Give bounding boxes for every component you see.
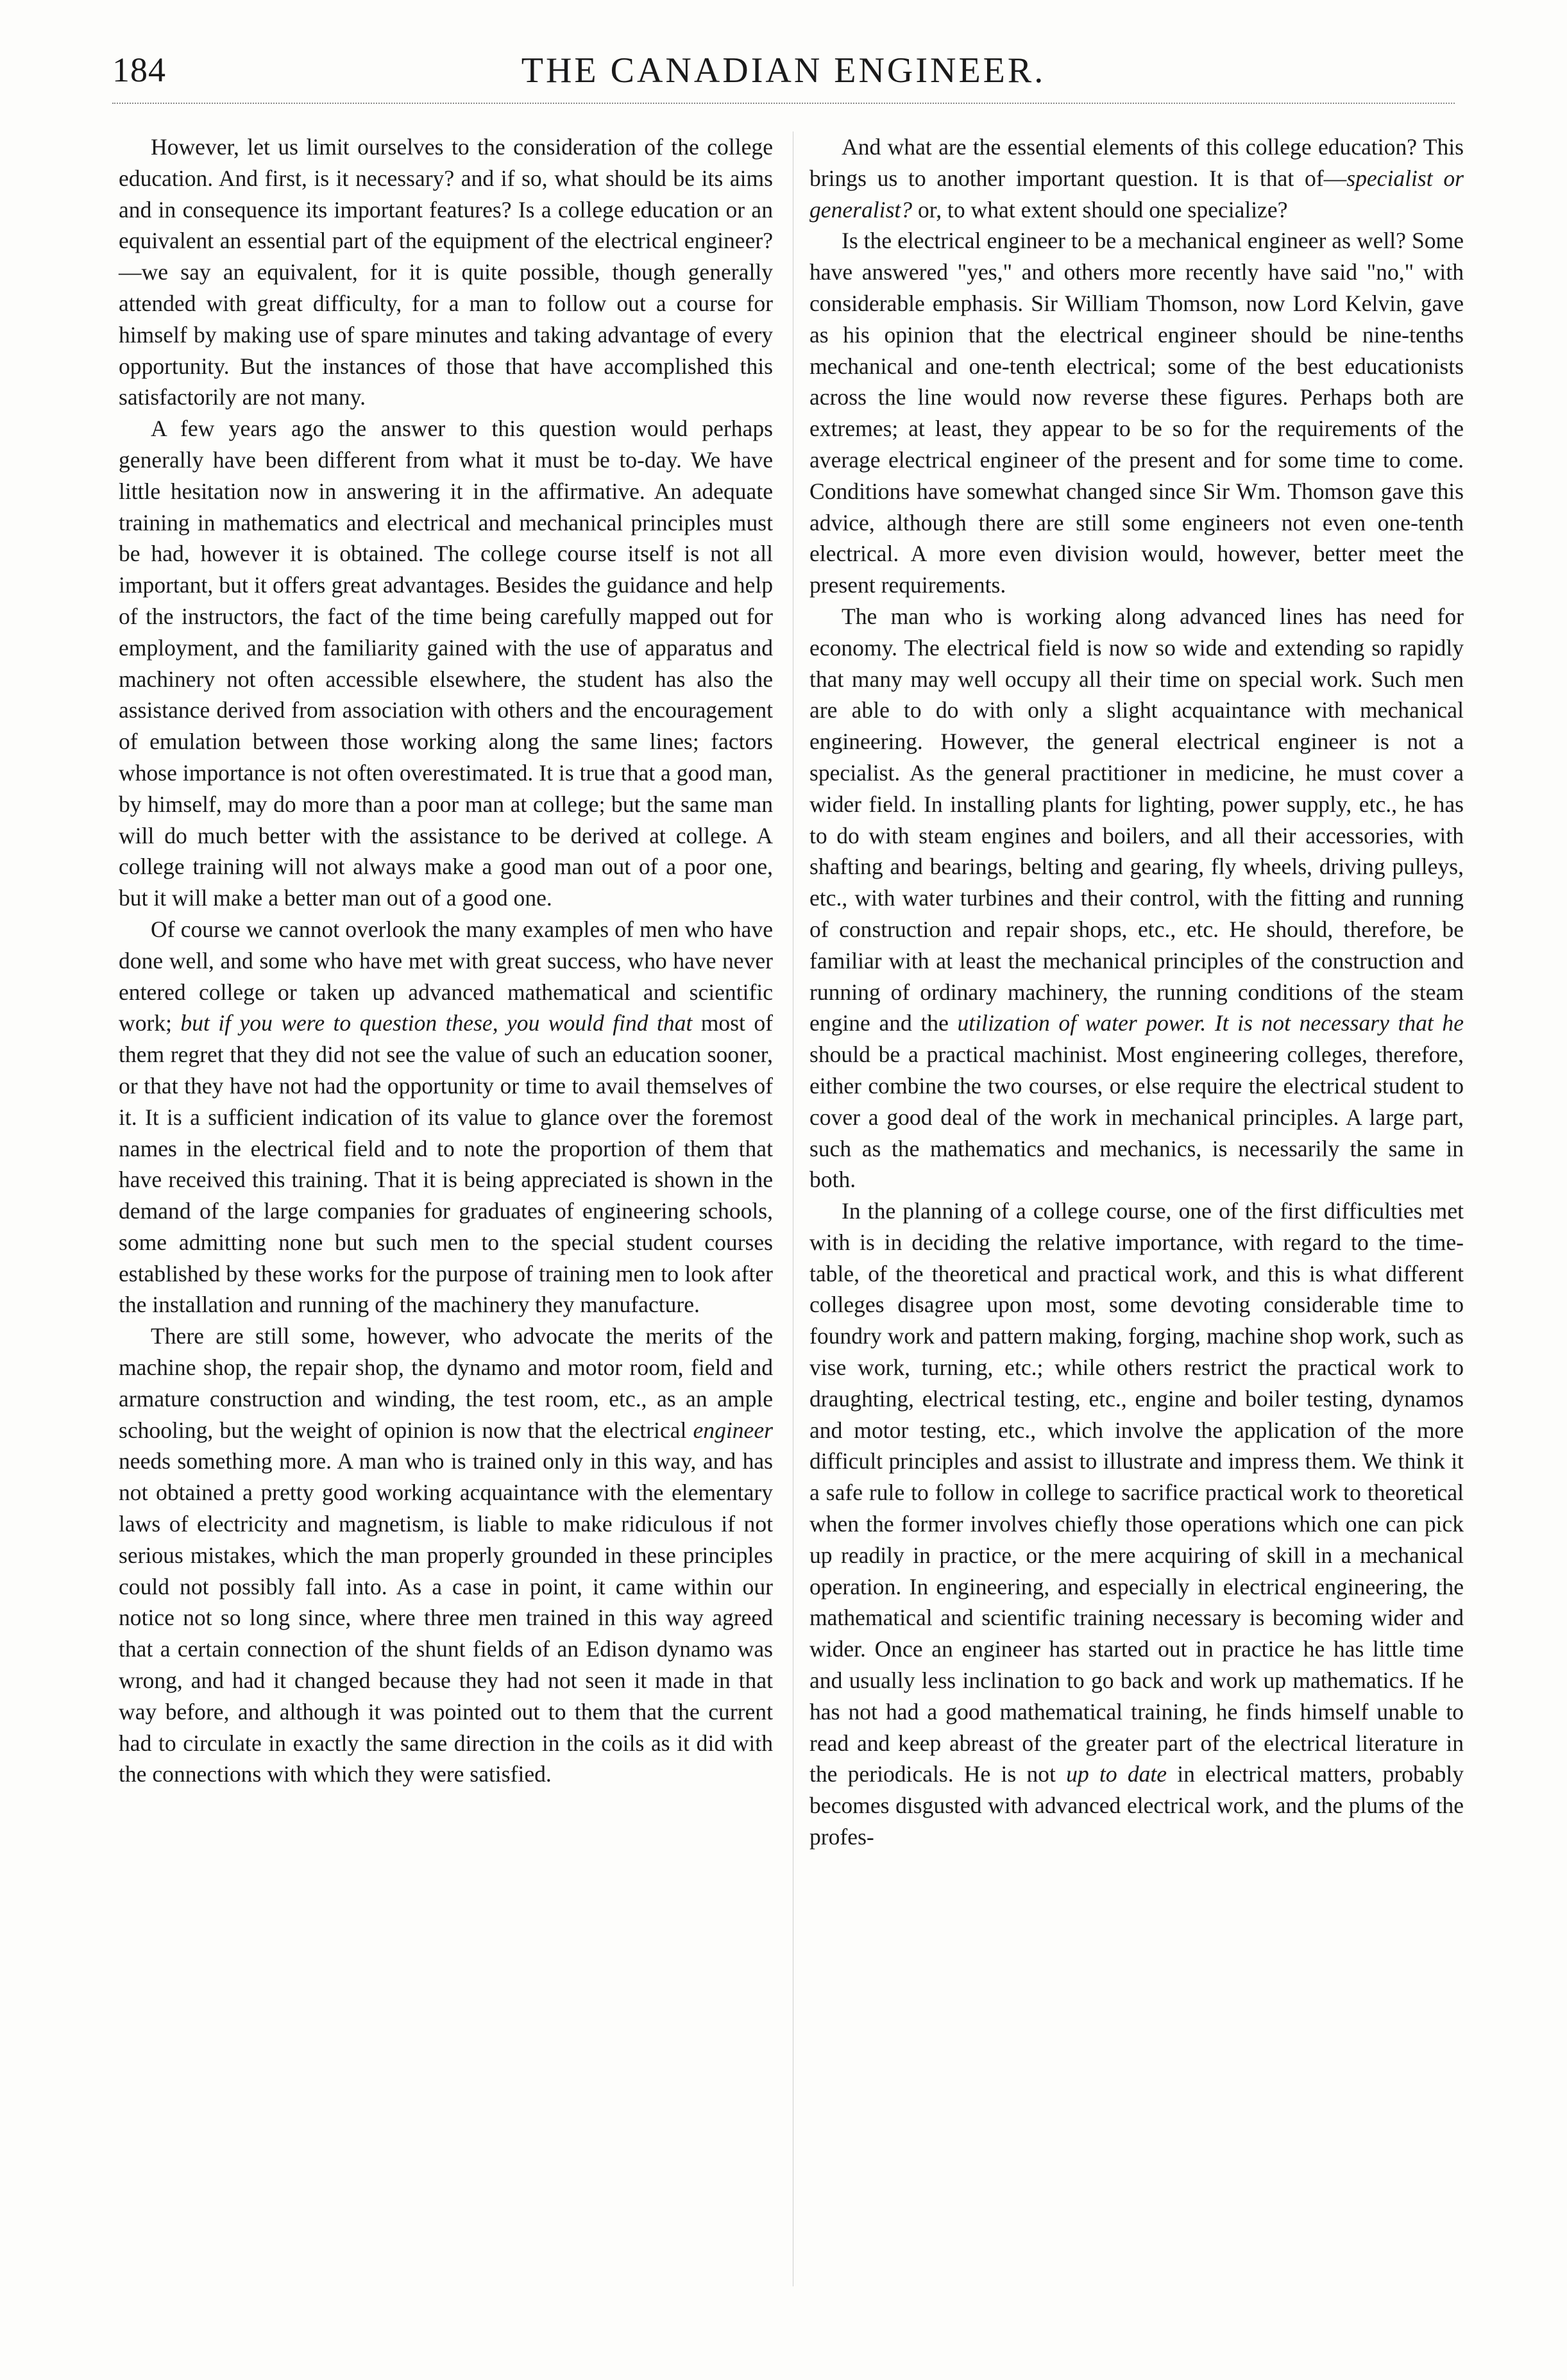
page-number: 184 [112, 51, 166, 89]
paragraph [119, 914, 773, 1321]
paragraph-text: most of them regret that they did not see the value of such an education sooner, or that they have not had the opportunity or time to avail themselves of it. It is a sufficient indication of its value to glance over the foremost names in the electrical field and to note the proportion of them that have received this training. That it is being appreciated is shown in the demand of the large companies for graduates of engineering schools, some admitting none but such men to the special student courses established by these works for the purpose of training men to look after the installation and running of the machinery they manufacture. [119, 1010, 773, 1318]
italic-text: up to date [1066, 1761, 1167, 1787]
right-column [809, 131, 1464, 1853]
paragraph-text: In the planning of a college course, one of the first difficulties met with is in deciding the relative importance, with regard to the time-table, of the theoretical and practical work, and this is what different colleges disagree upon most, some devoting considerable time to foundry work and pattern making, forging, machine shop work, such as vise work, turning, etc.; while others restrict the practical work to draughting, electrical testing, etc., engine and boiler testing, dynamos and motor testing, etc., which involve the application of the more difficult principles and assist to illustrate and impress them. We think it a safe rule to follow in college to sacrifice practical work to theoretical when the former involves chiefly those operations which one can pick up readily in practice, or the mere acquiring of skill in a mechanical operation. In engineering, and especially in electrical engineering, the mathematical and scientific training necessary is becoming wider and wider. Once an engineer has started out in practice he has little time and usually less inclination to go back and work up mathematics. If he has not had a good mathematical training, he finds himself unable to read and keep abreast of the greater part of the electrical literature in the periodicals. He is not [809, 1198, 1464, 1787]
paragraph-text: There are still some, however, who advocate the merits of the machine shop, the repair shop, the dynamo and motor room, field and armature construction and winding, the test room, etc., as an ample schooling, but the weight of opinion is now that the electrical [119, 1323, 773, 1443]
italic-text: but if you were to question these, you would find that [180, 1010, 693, 1036]
italic-text: specialist or generalist? [809, 165, 1464, 223]
paragraph [809, 131, 1464, 225]
paragraph [809, 1195, 1464, 1853]
paragraph: However, let us limit ourselves to the consideration of the college education. And first, is it necessary? and if so, what should be its aims and in consequence its important features? Is a college education or an equivalent an essential part of the equipment of the electrical engineer?—we say an equivalent, for it is quite possible, though generally attended with great difficulty, for a man to follow out a course for himself by making use of spare minutes and taking advantage of every opportunity. But the instances of those that have accomplished this satisfactorily are not many. [119, 134, 773, 410]
page-header [112, 50, 1455, 101]
italic-text: engineer [693, 1417, 773, 1443]
paragraph-text: should be a practical machinist. Most engineering colleges, therefore, either combine the two courses, or else require the electrical student to cover a good deal of the work in mechanical principles. A large part, such as the mathematics and mechanics, is necessarily the same in both. [809, 1042, 1464, 1193]
paragraph: A few years ago the answer to this question would perhaps generally have been different from what it must be to-day. We have little hesitation now in answering it in the affirmative. An adequate training in mathematics and electrical and mechanical principles must be had, however it is obtained. The college course itself is not all important, but it offers great advantages. Besides the guidance and help of the instructors, the fact of the time being carefully mapped out for employment, and the familiarity gained with the use of apparatus and machinery not often accessible elsewhere, the student has also the assistance derived from association with others and the encouragement of emulation between those working along the same lines; factors whose importance is not often overestimated. It is true that a good man, by himself, may do more than a poor man at college; but the same man will do much better with the assistance to be derived at college. A college training will not always make a good man out of a poor one, but it will make a better man out of a good one. [119, 416, 773, 911]
paragraph-text: needs something more. A man who is trained only in this way, and has not obtained a pretty good working acquaintance with the elementary laws of electricity and magnetism, is liable to make ridiculous if not serious mistakes, which the man properly grounded in these principles could not possibly fall into. As a case in point, it came within our notice not so long since, where three men trained in this way agreed that a certain connection of the shunt fields of an Edison dynamo was wrong, and had it changed because they had not seen it made in that way before, and although it was pointed out to them that the current had to circulate in exactly the same direction in the coils as it did with the connections with which they were satisfied. [119, 1448, 773, 1787]
paragraph-text: And what are the essential elements of this college education? This brings us to another important question. It is that of— [809, 134, 1464, 191]
paragraph-text: in electrical matters, probably becomes disgusted with advanced electrical work, and the plums of the profes- [809, 1761, 1464, 1850]
paragraph [809, 601, 1464, 1195]
header-rule [112, 103, 1455, 104]
paragraph-text: The man who is working along advanced lines has need for economy. The electrical field is now so wide and extending so rapidly that many may well occupy all their time on special work. Such men are able to do with only a slight acquaintance with mechanical engineering. However, the general electrical engineer is not a specialist. As the general practitioner in medicine, he must cover a wider field. In installing plants for lighting, power supply, etc., he has to do with steam engines and boilers, and all their accessories, with shafting and bearings, belting and gearing, fly wheels, driving pulleys, etc., with water turbines and their control, with the fitting and running of construction and repair shops, etc., etc. He should, therefore, be familiar with at least the mechanical principles of the construction and running of ordinary machinery, the running conditions of the steam engine and the [809, 603, 1464, 1036]
paragraph [119, 1321, 773, 1790]
paragraph: Is the electrical engineer to be a mechanical engineer as well? Some have answered "yes," and others more recently have said "no," with considerable emphasis. Sir William Thomson, now Lord Kelvin, gave as his opinion that the electrical engineer should be nine-tenths mechanical and one-tenth electrical; some of the best educationists across the line would now reverse these figures. Perhaps both are extremes; at least, they appear to be so for the requirements of the average electrical engineer of the present and for some time to come. Conditions have somewhat changed since Sir Wm. Thomson gave this advice, although there are still some engineers not even one-tenth electrical. A more even division would, however, better meet the present requirements. [809, 228, 1464, 598]
paragraph-text: Of course we cannot overlook the many examples of men who have done well, and some who have met with great success, who have never entered college or taken up advanced mathematical and scientific work; [119, 916, 773, 1036]
paragraph-text: or, to what extent should one specialize? [912, 196, 1288, 223]
running-title: THE CANADIAN ENGINEER. [521, 51, 1046, 90]
left-column [119, 131, 773, 1790]
italic-text: utilization of water power. It is not necessary that he [957, 1010, 1464, 1036]
